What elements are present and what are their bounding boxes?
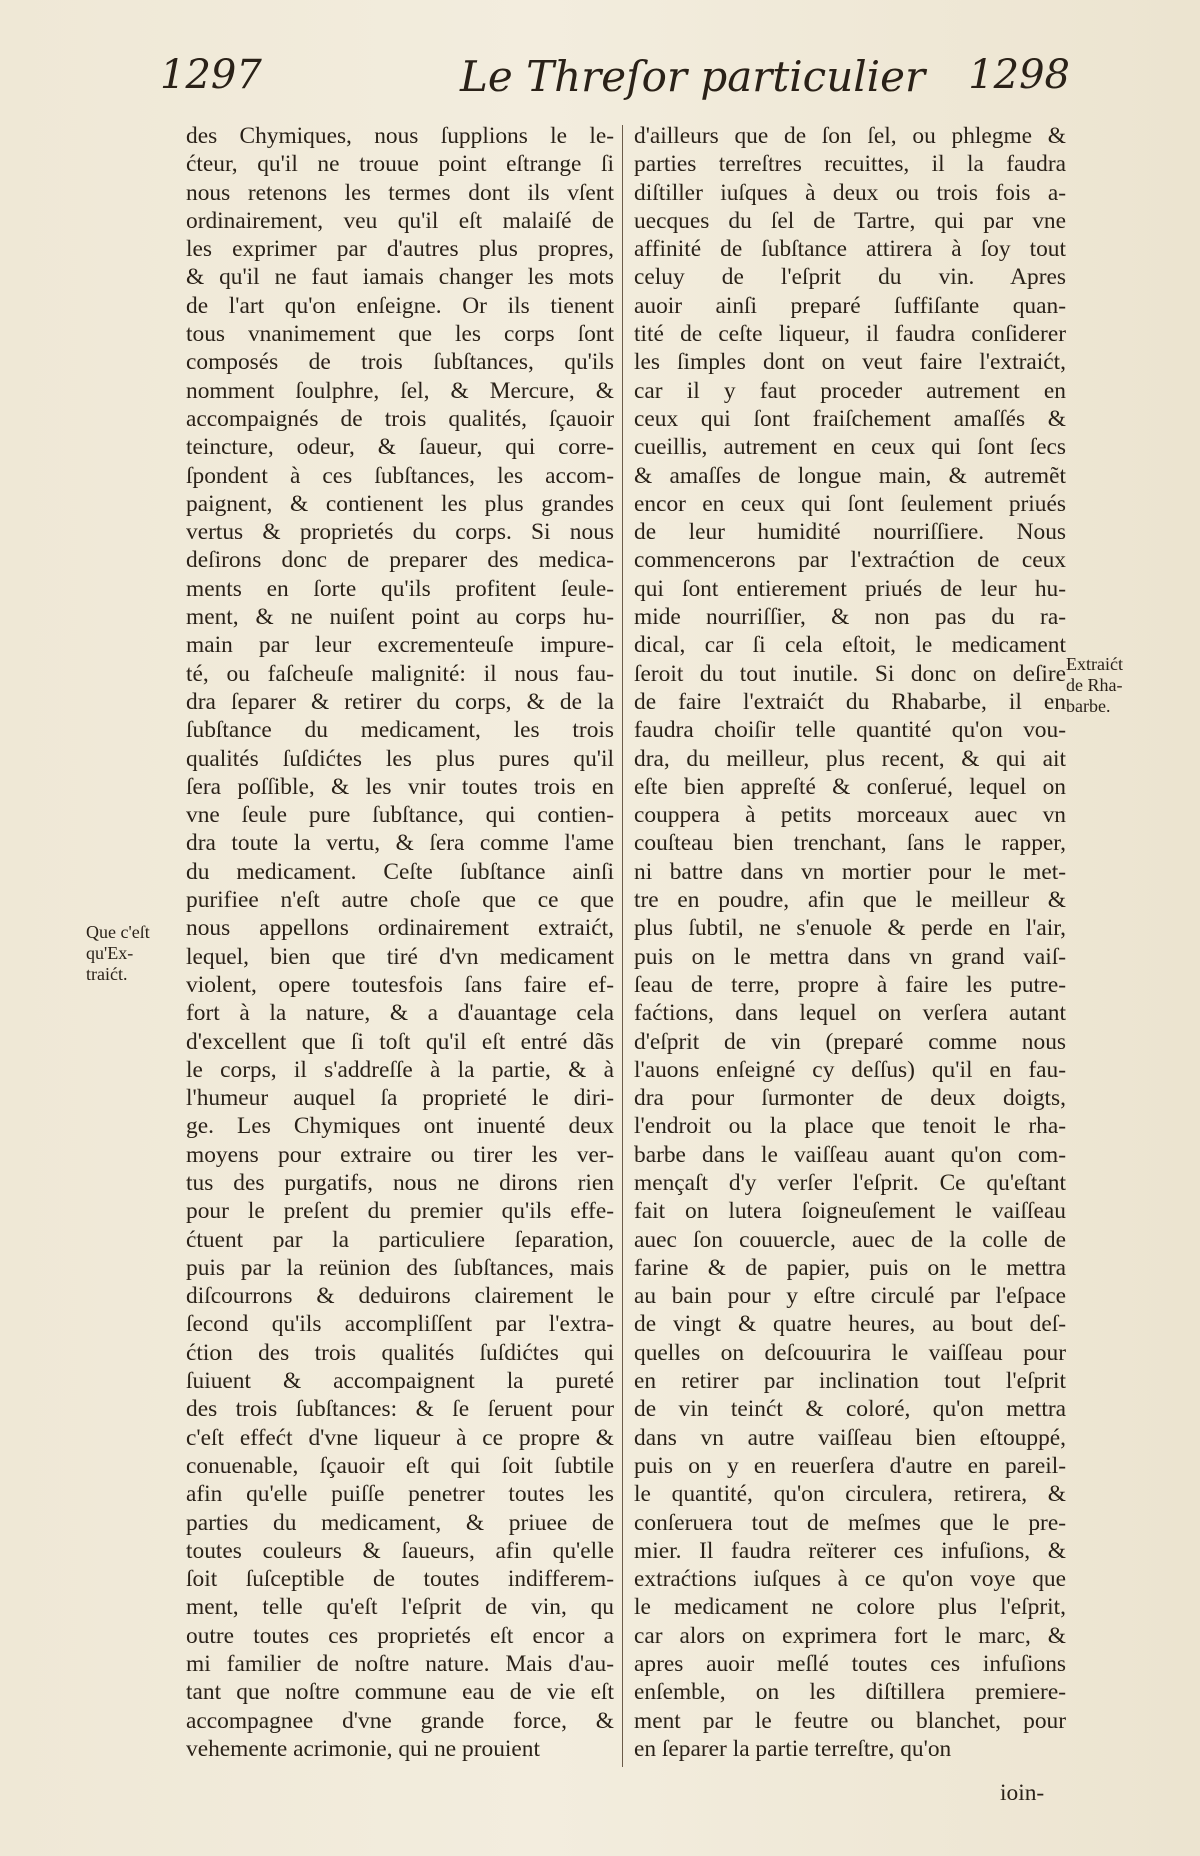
text-line: l'endroit ou la place que tenoit le rha- bbox=[634, 1113, 1066, 1140]
text-line: barbe. bbox=[1066, 696, 1111, 716]
text-line: le corps, il s'addreſſe à la partie, & à bbox=[186, 1056, 614, 1083]
text-line: afin qu'elle puiſſe penetrer toutes les bbox=[186, 1481, 614, 1508]
margin-note-right bbox=[1066, 654, 1184, 717]
text-line: ſpondent à ces ſubſtances, les accom- bbox=[186, 462, 614, 489]
text-line: Que c'eſt bbox=[86, 922, 150, 942]
text-line: cueillis, autrement en ceux qui ſont ſecs bbox=[634, 434, 1066, 461]
text-line: fаćtions, dans lequel on verſera autant bbox=[634, 1000, 1066, 1027]
text-line: nous retenons les termes dont ils vſent bbox=[186, 179, 614, 206]
text-line: d'eſprit de vin (preparé comme nous bbox=[634, 1028, 1066, 1055]
text-line: tité de ceſte liqueur, il faudra conſiderer bbox=[634, 321, 1066, 348]
text-line: ceux qui ſont fraiſchement amaſſés & bbox=[634, 405, 1066, 432]
text-line: qui ſont entierement priués de leur hu- bbox=[634, 575, 1066, 602]
text-line: tous vnanimement que les corps ſont bbox=[186, 321, 614, 348]
text-line: dra ſeparer & retirer du corps, & de la bbox=[186, 688, 614, 715]
text-line: & amaſſes de longue main, & autremẽt bbox=[634, 462, 1066, 489]
page-header bbox=[160, 52, 1070, 112]
text-line: couſteau bien trenchant, ſans le rapper, bbox=[634, 830, 1066, 857]
text-line: de Rha- bbox=[1066, 675, 1123, 695]
text-line: les exprimer par d'autres plus propres, bbox=[186, 236, 614, 263]
text-line: tre en poudre, afin que le meilleur & bbox=[634, 887, 1066, 914]
text-line: de l'art qu'on enſeigne. Or ils tienent bbox=[186, 292, 614, 319]
text-line: ſeroit du tout inutile. Si donc on deſire bbox=[634, 660, 1066, 687]
text-line: ments en ſorte qu'ils profitent ſeule- bbox=[186, 575, 614, 602]
text-line: pour le preſent du premier qu'ils effe- bbox=[186, 1198, 614, 1225]
text-line: le medicament ne colore plus l'eſprit, bbox=[634, 1594, 1066, 1621]
text-line: diſtiller iuſques à deux ou trois fois a- bbox=[634, 179, 1066, 206]
text-line: apres auoir meſlé toutes ces infuſions bbox=[634, 1651, 1066, 1678]
text-line: vertus & proprietés du corps. Si nous bbox=[186, 519, 614, 546]
text-line: eſte bien appreſté & conſerué, lequel on bbox=[634, 773, 1066, 800]
text-line: qu'Ex- bbox=[86, 943, 134, 963]
text-line: parties du medicament, & priuee de bbox=[186, 1509, 614, 1536]
text-line: mi familier de noſtre nature. Mais d'au- bbox=[186, 1651, 614, 1678]
text-line: violent, opere toutesfois ſans faire ef- bbox=[186, 971, 614, 998]
text-line: affinité de ſubſtance attirera à ſoy tout bbox=[634, 236, 1066, 263]
text-line: mençaſt d'y verſer l'eſprit. Ce qu'eſtant bbox=[634, 1169, 1066, 1196]
text-line: du medicament. Ceſte ſubſtance ainſi bbox=[186, 858, 614, 885]
text-line: nous appellons ordinairement extraićt, bbox=[186, 915, 614, 942]
text-line: dra toute la vertu, & ſera comme l'ame bbox=[186, 830, 614, 857]
text-line: puis par la reünion des ſubſtances, mais bbox=[186, 1254, 614, 1281]
text-line: ni battre dans vn mortier pour le met- bbox=[634, 858, 1066, 885]
text-line: lequel, bien que tiré d'vn medicament bbox=[186, 943, 614, 970]
text-line: tant que noſtre commune eau de vie eſt bbox=[186, 1679, 614, 1706]
text-line: d'ailleurs que de ſon ſel, ou phlegme & bbox=[634, 123, 1066, 149]
text-line: ment par le feutre ou blanchet, pour bbox=[634, 1707, 1066, 1734]
text-line: deſirons donc de preparer des medica- bbox=[186, 547, 614, 574]
text-line: enſemble, on les diſtillera premiere- bbox=[634, 1679, 1066, 1706]
text-line: car alors on exprimera fort le marc, & bbox=[634, 1622, 1066, 1649]
left-text-column bbox=[186, 122, 614, 1763]
text-line: dra, du meilleur, plus recent, & qui ait bbox=[634, 745, 1066, 772]
text-line: dical, car ſi cela eſtoit, le medicament bbox=[634, 632, 1066, 659]
text-line: mier. Il faudra reïterer ces infuſions, & bbox=[634, 1537, 1066, 1564]
text-line: couppera à petits morceaux auec vn bbox=[634, 802, 1066, 829]
text-line: tus des purgatifs, nous ne dirons rien bbox=[186, 1169, 614, 1196]
text-line: diſcourrons & deduirons clairement le bbox=[186, 1283, 614, 1310]
text-line: ćtuent par la particuliere ſeparation, bbox=[186, 1226, 614, 1253]
text-line: quelles on deſcouurira le vaiſſeau pour bbox=[634, 1339, 1066, 1366]
text-line: celuy de l'eſprit du vin. Apres bbox=[634, 264, 1066, 291]
text-line: fait on lutera ſoigneuſement le vaiſſeau bbox=[634, 1198, 1066, 1225]
text-line: & qu'il ne faut iamais changer les mots bbox=[186, 264, 614, 291]
text-line: paignent, & contienent les plus grandes bbox=[186, 490, 614, 517]
text-line: main par leur excrementeuſe impure- bbox=[186, 632, 614, 659]
text-line: dra pour ſurmonter de deux doigts, bbox=[634, 1085, 1066, 1112]
text-line: de vin teinćt & coloré, qu'on mettra bbox=[634, 1396, 1066, 1423]
text-line: ćteur, qu'il ne trouue point eſtrange ſi bbox=[186, 151, 614, 178]
text-line: accompagnee d'vne grande force, & bbox=[186, 1707, 614, 1734]
text-line: plus ſubtil, ne s'enuole & perde en l'air, bbox=[634, 915, 1066, 942]
text-line: en ſeparer la partie terreſtre, qu'on bbox=[634, 1735, 952, 1762]
text-line: accompaignés de trois qualités, ſçauoir bbox=[186, 405, 614, 432]
text-line: ſecond qu'ils accompliſſent par l'extra- bbox=[186, 1311, 614, 1338]
text-line: té, ou faſcheuſe malignité: il nous fau- bbox=[186, 660, 614, 687]
text-line: en retirer par inclination tout l'eſprit bbox=[634, 1368, 1066, 1395]
text-line: de vingt & quatre heures, au bout deſ- bbox=[634, 1311, 1066, 1338]
right-text-column bbox=[634, 122, 1066, 1763]
text-line: uecques du ſel de Tartre, qui par vne bbox=[634, 207, 1066, 234]
text-line: ſeau de terre, propre à faire les putre- bbox=[634, 971, 1066, 998]
text-line: farine & de papier, puis on le mettra bbox=[634, 1254, 1066, 1281]
text-line: puis on y en reuerſera d'autre en pareil- bbox=[634, 1452, 1066, 1479]
text-line: vne ſeule pure ſubſtance, qui contien- bbox=[186, 802, 614, 829]
text-line: au bain pour y eſtre circulé par l'eſpace bbox=[634, 1283, 1066, 1310]
text-line: toutes couleurs & ſaueurs, afin qu'elle bbox=[186, 1537, 614, 1564]
text-line: barbe dans le vaiſſeau auant qu'on com- bbox=[634, 1141, 1066, 1168]
text-line: car il y faut proceder autrement en bbox=[634, 377, 1066, 404]
text-line: l'auons enſeigné cy deſſus) qu'il en fau- bbox=[634, 1056, 1066, 1083]
text-line: mide nourriſſier, & non pas du ra- bbox=[634, 604, 1066, 631]
text-line: faudra choiſir telle quantité qu'on vou- bbox=[634, 717, 1066, 744]
text-line: nomment ſoulphre, ſel, & Mercure, & bbox=[186, 377, 614, 404]
text-line: ćtion des trois qualités ſuſdićtes qui bbox=[186, 1339, 614, 1366]
text-line: ſuiuent & accompaignent la pureté bbox=[186, 1368, 614, 1395]
text-line: des trois ſubſtances: & ſe ſeruent pour bbox=[186, 1396, 614, 1423]
text-line: auoir ainſi preparé ſuffiſante quan- bbox=[634, 292, 1066, 319]
text-line: fort à la nature, & a d'auantage cela bbox=[186, 1000, 614, 1027]
page-number-left: 1297 bbox=[160, 52, 262, 98]
text-line: moyens pour extraire ou tirer les ver- bbox=[186, 1141, 614, 1168]
text-line: dans vn autre vaiſſeau bien eſtouppé, bbox=[634, 1424, 1066, 1451]
text-line: de leur humidité nourriſſiere. Nous bbox=[634, 519, 1066, 546]
text-line: ordinairement, veu qu'il eſt malaiſé de bbox=[186, 207, 614, 234]
column-divider bbox=[622, 125, 623, 1767]
text-line: ment, telle qu'eſt l'eſprit de vin, qu bbox=[186, 1594, 614, 1621]
text-line: teincture, odeur, & ſaueur, qui corre- bbox=[186, 434, 614, 461]
text-line: parties terreſtres recuittes, il la faudra bbox=[634, 151, 1066, 178]
text-line: l'humeur auquel ſa proprieté le diri- bbox=[186, 1085, 614, 1112]
text-line: vehemente acrimonie, qui ne prouient bbox=[186, 1735, 540, 1762]
text-line: c'eſt effećt d'vne liqueur à ce propre & bbox=[186, 1424, 614, 1451]
catchword: ioin- bbox=[1000, 1780, 1045, 1806]
text-line: outre toutes ces proprietés eſt encor a bbox=[186, 1622, 614, 1649]
text-line: Extraićt bbox=[1066, 654, 1123, 674]
text-line: auec ſon couuercle, auec de la colle de bbox=[634, 1226, 1066, 1253]
text-line: puis on le mettra dans vn grand vaiſ- bbox=[634, 943, 1066, 970]
text-line: d'excellent que ſi toſt qu'il eſt entré dãs bbox=[186, 1028, 614, 1055]
text-line: conſeruera tout de meſmes que le pre- bbox=[634, 1509, 1066, 1536]
text-line: encor en ceux qui ſont ſeulement priués bbox=[634, 490, 1066, 517]
text-line: ment, & ne nuiſent point au corps hu- bbox=[186, 604, 614, 631]
text-line: ſera poſſible, & les vnir toutes trois en bbox=[186, 773, 614, 800]
text-line: extraćtions iuſques à ce qu'on voye que bbox=[634, 1566, 1066, 1593]
text-line: ge. Les Chymiques ont inuenté deux bbox=[186, 1113, 614, 1140]
text-line: les ſimples dont on veut faire l'extraićt, bbox=[634, 349, 1066, 376]
text-line: ſoit ſuſceptible de toutes indifferem- bbox=[186, 1566, 614, 1593]
text-line: le quantité, qu'on circulera, retirera, & bbox=[634, 1481, 1066, 1508]
text-line: des Chymiques, nous ſupplions le le- bbox=[186, 123, 614, 149]
text-line: purifiee n'eſt autre choſe que ce que bbox=[186, 887, 614, 914]
text-line: composés de trois ſubſtances, qu'ils bbox=[186, 349, 614, 376]
text-line: de faire l'extraićt du Rhabarbe, il en bbox=[634, 688, 1066, 715]
margin-note-left bbox=[86, 922, 181, 985]
text-line: ſubſtance du medicament, les trois bbox=[186, 717, 614, 744]
text-line: conuenable, ſçauoir eſt qui ſoit ſubtile bbox=[186, 1452, 614, 1479]
page-number-right: 1298 bbox=[968, 52, 1070, 98]
running-title: Le Threſor particulier bbox=[460, 52, 926, 101]
text-line: commencerons par l'extraćtion de ceux bbox=[634, 547, 1066, 574]
text-line: qualités ſuſdićtes les plus pures qu'il bbox=[186, 745, 614, 772]
text-line: traićt. bbox=[86, 964, 128, 984]
